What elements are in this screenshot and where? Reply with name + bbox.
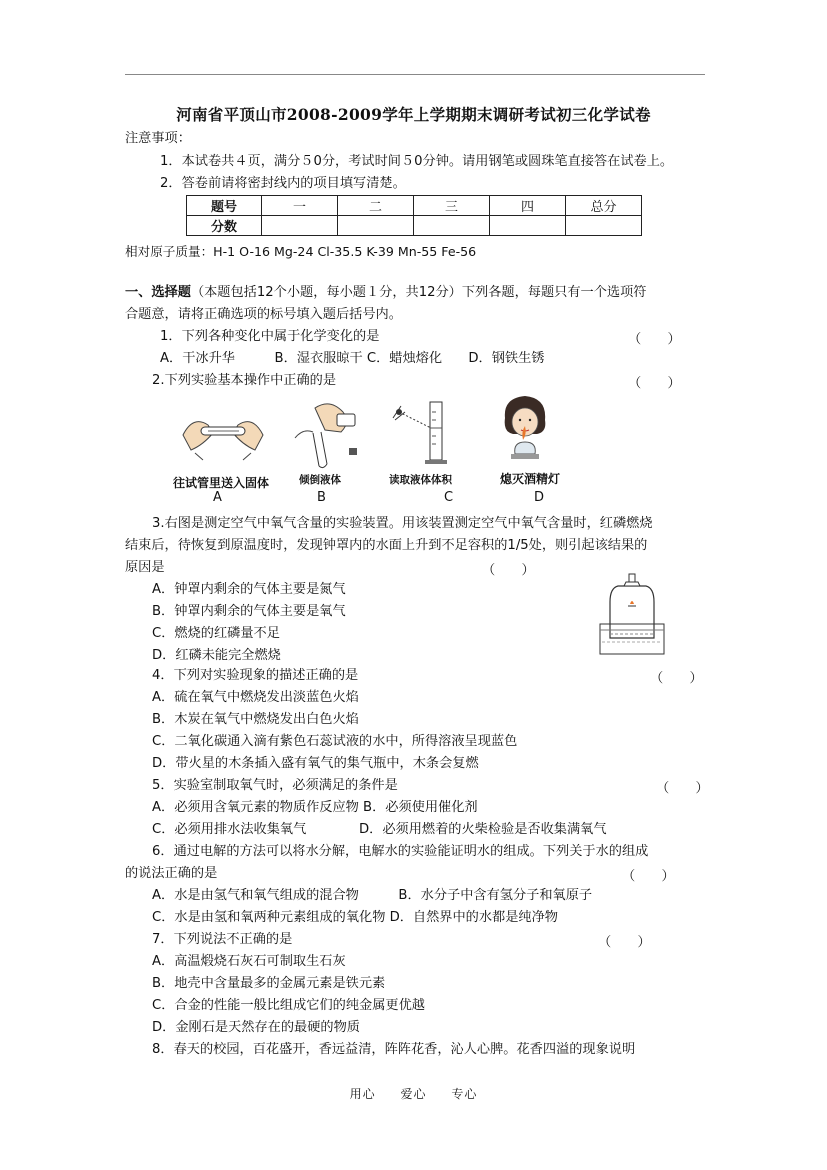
notice-item-2: 2．答卷前请将密封线内的项目填写清楚。 <box>160 176 406 191</box>
score-cell: 总分 <box>566 196 642 216</box>
section1-heading-line2: 合题意，请将正确选项的标号填入题后括号内。 <box>125 307 402 322</box>
q6-answer-paren[interactable]: （ ） <box>622 869 675 884</box>
score-table <box>186 195 642 236</box>
section1-heading-rest: （本题包括12个小题，每小题１分，共12分）下列各题，每题只有一个选项符 <box>190 285 647 300</box>
figure-d-letter: D <box>534 490 545 505</box>
q3-option-c: C．燃烧的红磷量不足 <box>152 626 280 641</box>
q6-options-line1: A．水是由氢气和氧气组成的混合物 B．水分子中含有氢分子和氧原子 <box>152 888 593 903</box>
figure-d-lamp <box>493 392 563 467</box>
q7-option-a: A．高温煅烧石灰石可制取生石灰 <box>152 954 346 969</box>
q7-option-c: C．合金的性能一般比组成它们的纯金属更优越 <box>152 998 425 1013</box>
q7-option-b: B．地壳中含量最多的金属元素是铁元素 <box>152 976 386 991</box>
q6-line2: 的说法正确的是 <box>125 866 218 881</box>
notice-heading: 注意事项： <box>125 131 191 146</box>
page-title: 河南省平顶山市2008-2009学年上学期期末调研考试初三化学试卷 <box>176 105 651 124</box>
score-cell: 二 <box>338 196 414 216</box>
footer-word: 专心 <box>451 1087 478 1101</box>
q4-option-a: A．硫在氧气中燃烧发出淡蓝色火焰 <box>152 690 359 705</box>
score-input-cell[interactable] <box>338 216 414 236</box>
q5-options-line2: C．必须用排水法收集氧气 D．必须用燃着的火柴检验是否收集满氧气 <box>152 822 607 837</box>
score-cell: 四 <box>490 196 566 216</box>
figure-b-letter: B <box>317 490 326 505</box>
figure-c-cylinder <box>385 398 465 470</box>
q1-options: A．干冰升华 B．湿衣服晾干 C．蜡烛熔化 D．钢铁生锈 <box>160 351 545 366</box>
q4-answer-paren[interactable]: （ ） <box>650 671 703 686</box>
figure-d-caption: 熄灭酒精灯 <box>500 472 561 486</box>
q8-line1: 8．春天的校园，百花盛开，香远益清，阵阵花香，沁人心脾。花香四溢的现象说明 <box>152 1042 636 1057</box>
score-input-cell[interactable] <box>490 216 566 236</box>
page-footer <box>0 1085 827 1102</box>
figure-c-caption: 读取液体体积 <box>389 474 452 486</box>
figure-b-caption: 倾倒液体 <box>299 474 341 486</box>
score-input-cell[interactable] <box>566 216 642 236</box>
q5-options-line1: A．必须用含氧元素的物质作反应物 B．必须使用催化剂 <box>152 800 478 815</box>
q7-stem: 7．下列说法不正确的是 <box>152 932 293 947</box>
q4-stem: 4．下列对实验现象的描述正确的是 <box>152 668 359 683</box>
score-cell: 一 <box>262 196 338 216</box>
figure-b-pouring <box>285 398 365 470</box>
q3-line2: 结束后，待恢复到原温度时，发现钟罩内的水面上升到不足容积的1/5处，则引起该结果的 <box>125 538 648 553</box>
q4-option-b: B．木炭在氧气中燃烧发出白色火焰 <box>152 712 359 727</box>
q2-answer-paren[interactable]: （ ） <box>628 376 681 391</box>
section1-heading <box>125 284 647 302</box>
q1-answer-paren[interactable]: （ ） <box>628 332 681 347</box>
q6-options-line2: C．水是由氢和氧两种元素组成的氧化物 D．自然界中的水都是纯净物 <box>152 910 558 925</box>
score-cell: 分数 <box>187 216 262 236</box>
q3-option-b: B．钟罩内剩余的气体主要是氧气 <box>152 604 346 619</box>
header-rule <box>125 74 705 75</box>
q2-stem: 2.下列实验基本操作中正确的是 <box>152 373 337 388</box>
q3-option-a: A．钟罩内剩余的气体主要是氮气 <box>152 582 346 597</box>
footer-word: 爱心 <box>400 1087 427 1101</box>
section1-heading-bold: 一、选择题 <box>125 285 191 300</box>
q3-line3: 原因是 <box>125 560 165 575</box>
score-input-cell[interactable] <box>262 216 338 236</box>
figure-a-caption: 往试管里送入固体 <box>173 476 270 490</box>
q4-option-c: C．二氧化碳通入滴有紫色石蕊试液的水中，所得溶液呈现蓝色 <box>152 734 518 749</box>
score-cell: 题号 <box>187 196 262 216</box>
q4-option-d: D．带火星的木条插入盛有氧气的集气瓶中，木条会复燃 <box>152 756 479 771</box>
score-table-score-row <box>187 216 642 236</box>
q1-stem: 1．下列各种变化中属于化学变化的是 <box>160 329 380 344</box>
q5-stem: 5．实验室制取氧气时，必须满足的条件是 <box>152 778 398 793</box>
figure-c-letter: C <box>444 490 454 505</box>
q3-line1: 3.右图是测定空气中氧气含量的实验装置。用该装置测定空气中氧气含量时，红磷燃烧 <box>152 516 653 531</box>
q3-answer-paren[interactable]: （ ） <box>482 563 535 578</box>
figure-a-test-tube <box>173 405 273 465</box>
q6-line1: 6．通过电解的方法可以将水分解，电解水的实验能证明水的组成。下列关于水的组成 <box>152 844 649 859</box>
q7-option-d: D．金刚石是天然存在的最硬的物质 <box>152 1020 360 1035</box>
figure-a-letter: A <box>213 490 222 505</box>
q3-option-d: D．红磷未能完全燃烧 <box>152 648 281 663</box>
figure-bell-jar-apparatus <box>598 572 668 657</box>
score-input-cell[interactable] <box>414 216 490 236</box>
footer-word: 用心 <box>349 1087 376 1101</box>
score-cell: 三 <box>414 196 490 216</box>
q5-answer-paren[interactable]: （ ） <box>656 781 709 796</box>
q7-answer-paren[interactable]: （ ） <box>598 935 651 950</box>
score-table-header-row <box>187 196 642 216</box>
notice-item-1: 1．本试卷共４页，满分５0分，考试时间５0分钟。请用钢笔或圆珠笔直接答在试卷上。 <box>160 154 674 169</box>
atomic-mass: 相对原子质量：H-1 O-16 Mg-24 Cl-35.5 K-39 Mn-55 Fe-56 <box>125 244 477 259</box>
